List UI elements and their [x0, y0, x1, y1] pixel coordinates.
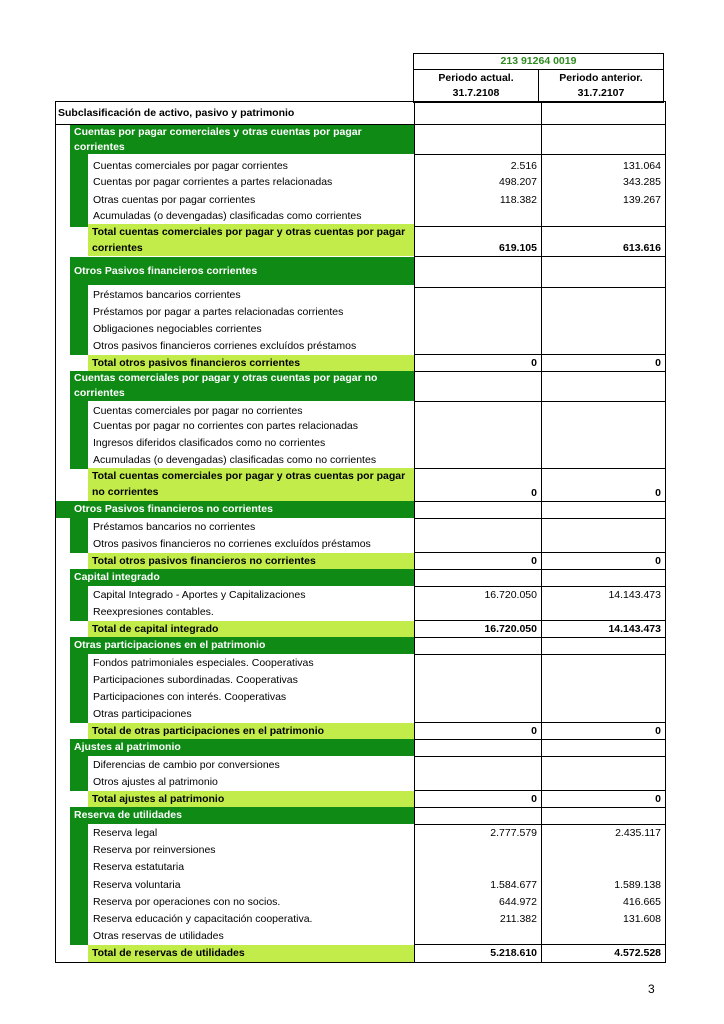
total-row-other-equity: Total de otras participaciones en el patrimonio — [88, 723, 414, 739]
total-row-retained-reserves: Total de reservas de utilidades — [88, 945, 414, 962]
previous-period-header — [539, 70, 664, 103]
section-header-capital: Capital integrado — [70, 569, 414, 586]
current-period-header — [414, 70, 539, 103]
total-row-other-financial-liabilities-current: Total otros pasivos financieros corrientes — [88, 355, 414, 371]
total-row-trade-payables-noncurrent: Total cuentas comerciales por pagar y otras cuentas por pagar no corrientes — [88, 468, 414, 501]
section-header-other-equity: Otras participaciones en el patrimonio — [70, 637, 414, 654]
previous-period-date: 31.7.2107 — [577, 87, 625, 99]
section-header-equity-adjustments: Ajustes al patrimonio — [70, 739, 414, 756]
current-period-label: Periodo actual. — [438, 72, 514, 84]
page-number: 3 — [648, 982, 655, 996]
table-title: Subclasificación de activo, pasivo y patrimonio — [58, 107, 295, 119]
section-header-other-financial-liabilities-current: Otros Pasivos financieros corrientes — [70, 257, 414, 285]
rut-number: 213 91264 0019 — [414, 54, 664, 70]
table-title-row — [56, 102, 414, 125]
section-header-other-financial-liabilities-noncurrent: Otros Pasivos financieros no corrientes — [56, 501, 414, 518]
section-header-retained-reserves: Reserva de utilidades — [70, 807, 414, 824]
period-header — [413, 53, 664, 103]
total-row-equity-adjustments: Total ajustes al patrimonio — [88, 791, 414, 807]
current-period-date: 31.7.2108 — [452, 87, 500, 99]
section-header-trade-payables-noncurrent: Cuentas comerciales por pagar y otras cuentas por pagar no corrientes — [70, 371, 414, 401]
total-row-other-financial-liabilities-noncurrent: Total otros pasivos financieros no corrientes — [88, 553, 414, 569]
total-row-capital: Total de capital integrado — [88, 621, 414, 637]
balance-table: Subclasificación de activo, pasivo y patrimonio Cuentas por pagar comerciales y otras cuentas por pagar corrientes Cuentas comerciales por pagar corrientes 2.516 131.064 Cuentas por pagar corrientes a partes relacionadas 498.207 343.285 Otras cuentas por pagar corrientes 118.382 139.267 Acumuladas (o devengadas) clasificadas como corrientes Total cuentas comerciales por pagar y otras cuentas por pagar corrientes 619.105 613.616 Otros Pasivos financieros corrientes Préstamos bancarios corrientes Préstamos por pagar a partes relacionadas corrientes Obligaciones negociables corrientes Otros pasivos financieros corrienes excluídos préstamos Total otros pasivos financieros corrientes 0 0 Cuentas comerciales por pagar y otras cuentas por pagar no corrientes Cuentas comerciales por pagar no corrientes Cuentas por pagar no corrientes con partes relacionadas Ingresos diferidos clasificados como no corrientes Acumuladas (o devengadas) clasificadas como no corrientes Total cuentas comerciales por pagar y otras cuentas por pagar no corrientes 0 0 Otros Pasivos financieros no corrientes Préstamos bancarios no corrientes Otros pasivos financieros no corrienes excluídos préstamos Total otros pasivos financieros no corrientes 0 0 Capital integrado Capital Integrado - Aportes y Capitalizaciones 16.720.050 14.143.473 Reexpresiones contables. Total de capital integrado 16.720.050 14.143.473 Otras participaciones en el patrimonio Fondos patrimoniales especiales. Cooperativas Participaciones subordinadas. Cooperativas Participaciones con interés. Cooperativas Otras participaciones Total de otras participaciones en el patrimonio 0 0 Ajustes al patrimonio Diferencias de cambio por conversiones Otros ajustes al patrimonio Total ajustes al patrimonio 0 0 Reserva de utilidades Reserva legal 2.777.579 2.435.117 Reserva por reinversiones Reserva estatutaria Reserva voluntaria 1.584.677 1.589.138 Reserva por operaciones con no socios. 644.972 416.665 Reserva educación y capacitación cooperativa. 211.382 131.608 Otras reservas de utilidades Total de reservas de utilidades 5.218.610 4.572.528 — [55, 101, 666, 963]
total-row-trade-payables-current: Total cuentas comerciales por pagar y otras cuentas por pagar corrientes — [88, 224, 414, 256]
previous-period-label: Periodo anterior. — [559, 72, 643, 84]
section-header-trade-payables-current: Cuentas por pagar comerciales y otras cuentas por pagar corrientes — [70, 125, 414, 154]
